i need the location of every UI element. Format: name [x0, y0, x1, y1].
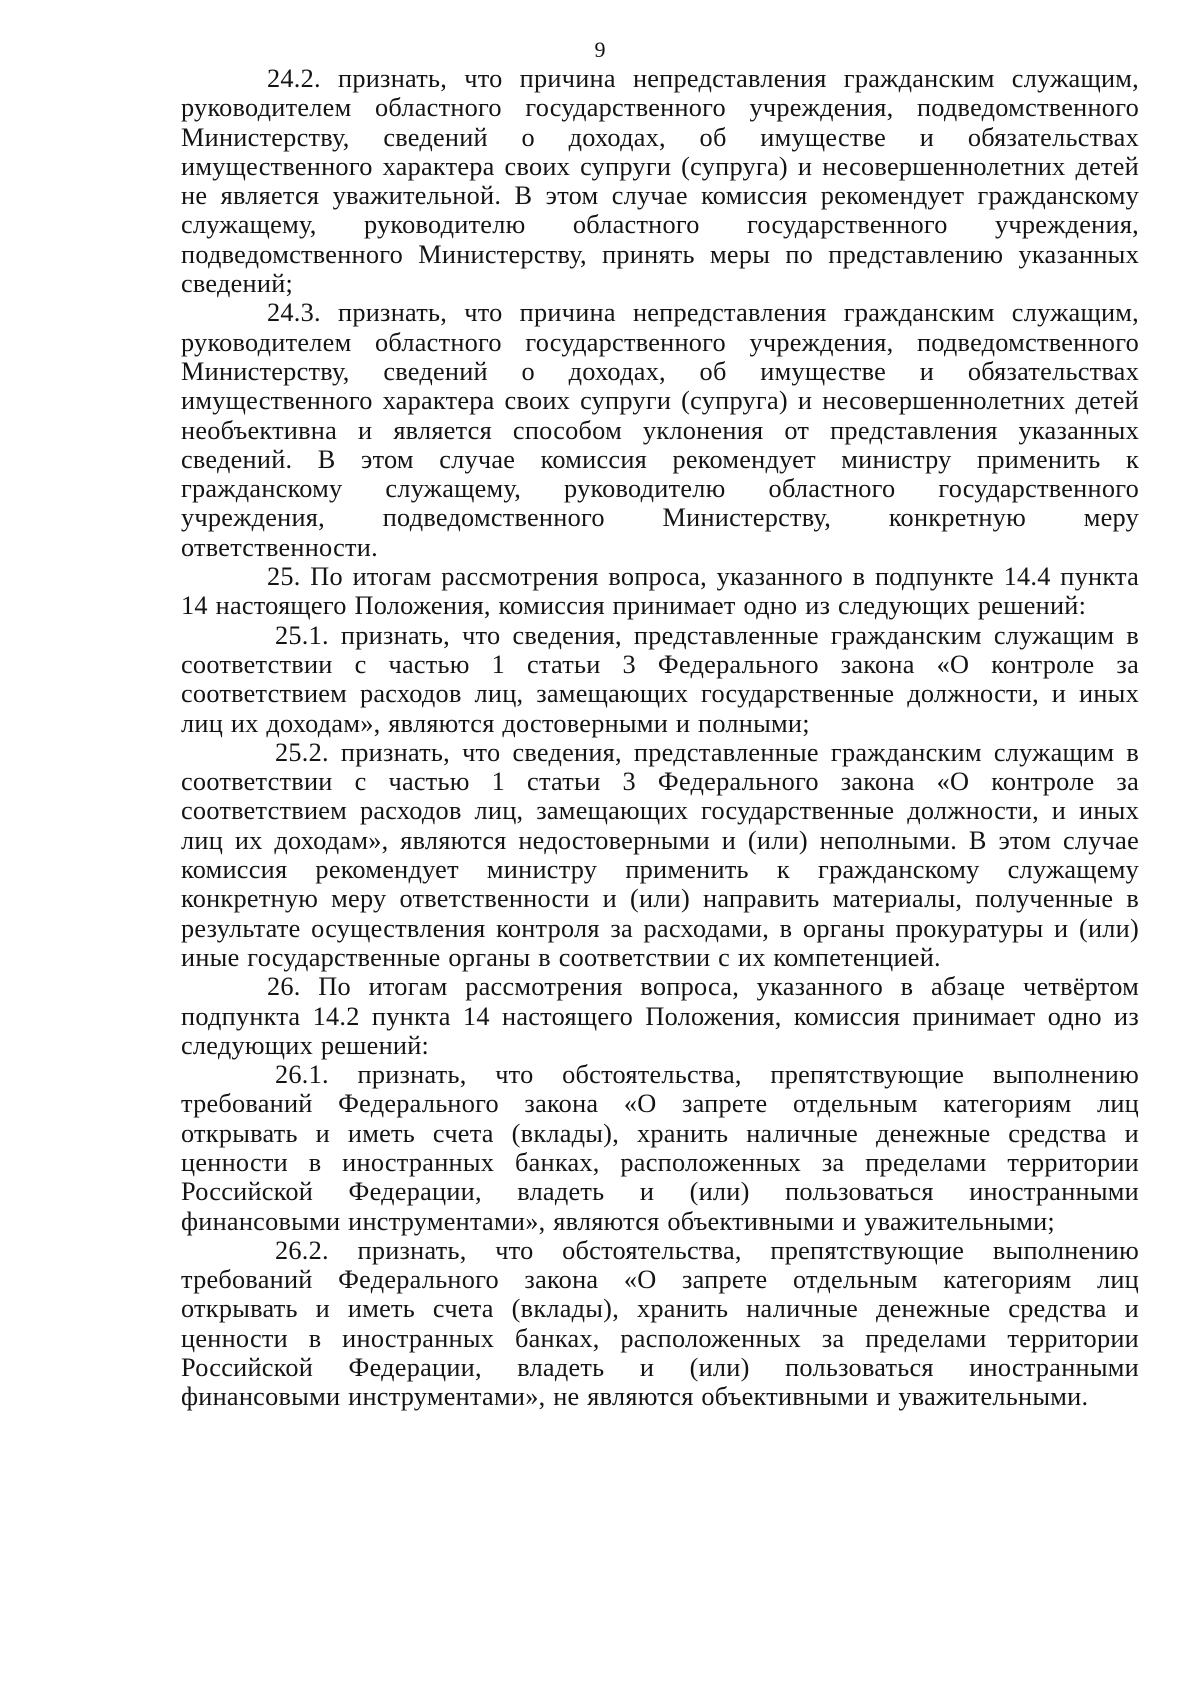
paragraph-26-1: 26.1. признать, что обстоятельства, препятствующие выполнению требований Федерального закона «О запрете отдельным категориям лиц открывать и иметь счета (вклады), хранить наличные денежные средства и ценности в иностранных банках, расположенных за пределами территории Российской Федерации, владеть и (или) пользоваться иностранными финансовыми инструментами», являются объективными и уважительными;	[181, 1060, 1139, 1236]
paragraph-25-2: 25.2. признать, что сведения, представленные гражданским служащим в соответствии с частью 1 статьи 3 Федерального закона «О контроле за соответствием расходов лиц, замещающих государственные должности, и иных лиц их доходам», являются недостоверными и (или) неполными. В этом случае комиссия рекомендует министру применить к гражданскому служащему конкретную меру ответственности и (или) направить материалы, полученные в результате осуществления контроля за расходами, в органы прокуратуры и (или) иные государственные органы в соответствии с их компетенцией.	[181, 737, 1139, 972]
paragraph-24-3: 24.3. признать, что причина непредставления гражданским служащим, руководителем областного государственного учреждения, подведомственного Министерству, сведений о доходах, об имуществе и обязательствах имущественного характера своих супруги (супруга) и несовершеннолетних детей необъективна и является способом уклонения от представления указанных сведений. В этом случае комиссия рекомендует министру применить к гражданскому служащему, руководителю областного государственного учреждения, подведомственного Министерству, конкретную меру ответственности.	[181, 298, 1139, 562]
document-body	[181, 64, 1139, 1412]
paragraph-25-1: 25.1. признать, что сведения, представленные гражданским служащим в соответствии с частью 1 статьи 3 Федерального закона «О контроле за соответствием расходов лиц, замещающих государственные должности, и иных лиц их доходам», являются достоверными и полными;	[181, 620, 1139, 738]
paragraph-24-2: 24.2. признать, что причина непредставления гражданским служащим, руководителем областного государственного учреждения, подведомственного Министерству, сведений о доходах, об имуществе и обязательствах имущественного характера своих супруги (супруга) и несовершеннолетних детей не является уважительной. В этом случае комиссия рекомендует гражданскому служащему, руководителю областного государственного учреждения, подведомственного Министерству, принять меры по представлению указанных сведений;	[181, 64, 1139, 299]
page-number: 9	[594, 37, 606, 62]
paragraph-25: 25. По итогам рассмотрения вопроса, указанного в подпункте 14.4 пункта 14 настоящего Положения, комиссия принимает одно из следующих решений:	[181, 562, 1139, 621]
paragraph-26: 26. По итогам рассмотрения вопроса, указанного в абзаце четвёртом подпункта 14.2 пункта 14 настоящего Положения, комиссия принимает одно из следующих решений:	[181, 972, 1139, 1060]
paragraph-26-2: 26.2. признать, что обстоятельства, препятствующие выполнению требований Федерального закона «О запрете отдельным категориям лиц открывать и иметь счета (вклады), хранить наличные денежные средства и ценности в иностранных банках, расположенных за пределами территории Российской Федерации, владеть и (или) пользоваться иностранными финансовыми инструментами», не являются объективными и уважительными.	[181, 1235, 1139, 1412]
